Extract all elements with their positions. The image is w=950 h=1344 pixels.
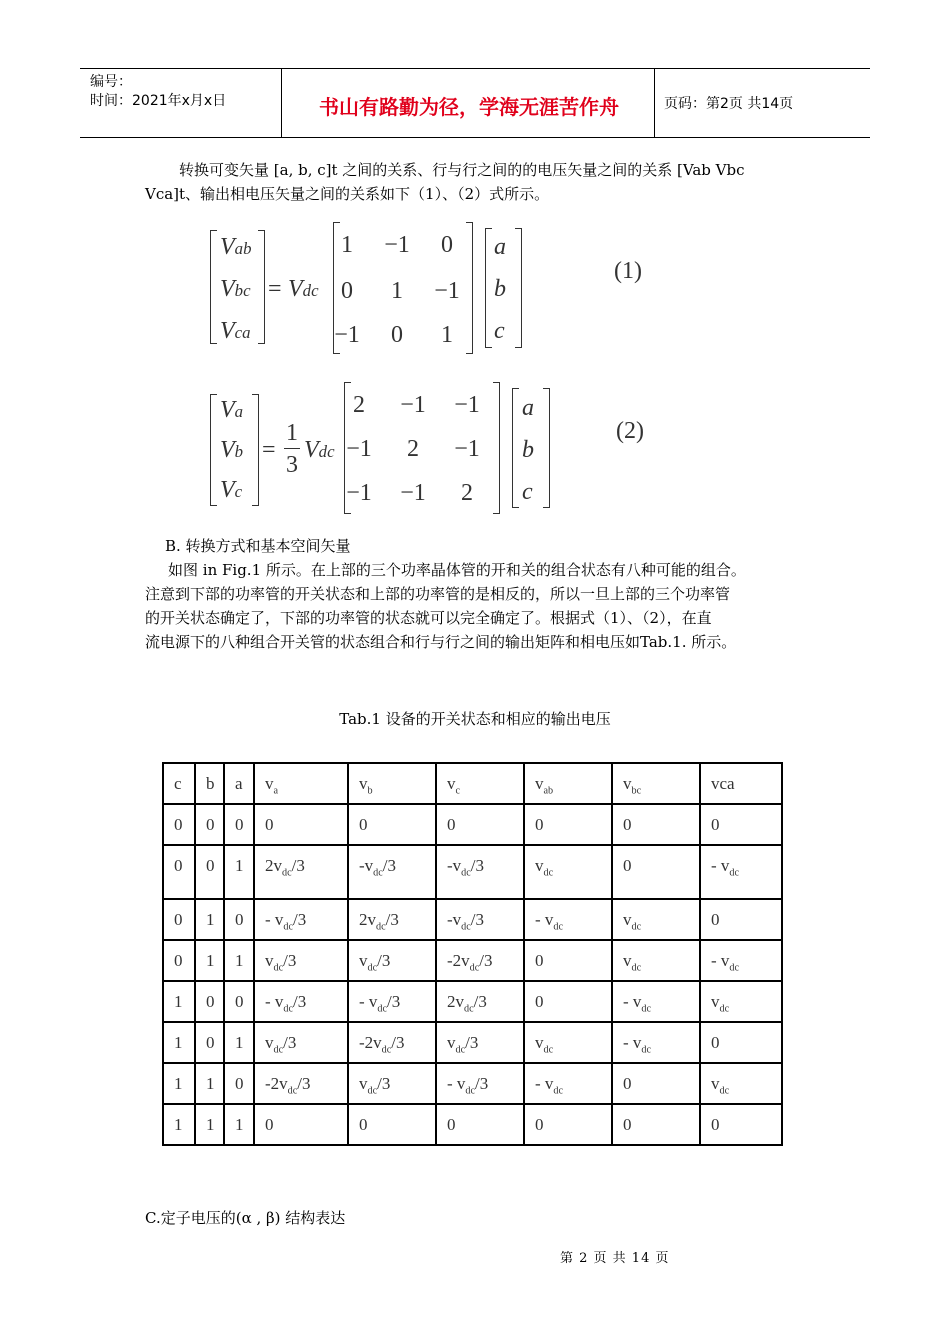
equals-sign: = xyxy=(268,276,282,302)
table-cell: 1 xyxy=(163,981,195,1022)
table-row xyxy=(163,1063,782,1104)
table-cell: $-v_{dc}/3$ xyxy=(436,845,524,899)
table-cell: $v_{dc}$ xyxy=(612,940,700,981)
table-cell: 1 xyxy=(163,1063,195,1104)
table-cell: $v_{dc}/3$ xyxy=(348,940,436,981)
vector-bracket-left xyxy=(485,228,492,348)
table-cell: $v_{dc}$ xyxy=(700,1063,782,1104)
table-cell: 1 xyxy=(195,1104,224,1145)
table-cell: 1 xyxy=(224,940,254,981)
matrix-cell: 1 xyxy=(391,278,403,304)
table-cell: 0 xyxy=(163,940,195,981)
table-row xyxy=(163,899,782,940)
vector-item: c xyxy=(494,318,505,344)
table-row xyxy=(163,981,782,1022)
matrix-cell: −1 xyxy=(346,436,372,462)
section-c-title: C.定子电压的(α , β) 结构表达 xyxy=(145,1209,346,1227)
table-cell: 0 xyxy=(348,1104,436,1145)
matrix-cell: 1 xyxy=(441,322,453,348)
matrix-cell: −1 xyxy=(454,436,480,462)
section-b-line: 的开关状态确定了，下部的功率管的状态就可以完全确定了。根据式（1）、（2），在直 xyxy=(145,609,712,627)
table-header-cell: $v_{ab}$ xyxy=(524,763,612,804)
table-cell: 0 xyxy=(700,1104,782,1145)
fraction-numerator: 1 xyxy=(286,420,298,446)
table-row xyxy=(163,940,782,981)
header-page-info: 页码：第2页 共14页 xyxy=(664,96,794,112)
table-cell: 0 xyxy=(195,1022,224,1063)
header-meta xyxy=(90,73,226,111)
vector-item: a xyxy=(494,234,506,260)
matrix-cell: 1 xyxy=(341,232,353,258)
vector-item: b xyxy=(522,437,534,463)
matrix-cell: 0 xyxy=(441,232,453,258)
switch-state-table xyxy=(162,762,783,1146)
lhs-item: Vbc xyxy=(220,276,251,302)
section-b-line: 注意到下部的功率管的开关状态和上部的功率管的是相反的，所以一旦上部的三个功率管 xyxy=(145,585,731,603)
matrix-cell: −1 xyxy=(384,232,410,258)
table-cell: 0 xyxy=(436,804,524,845)
table-cell: 0 xyxy=(524,1104,612,1145)
table-cell: 0 xyxy=(224,899,254,940)
table-cell: $v_{dc}/3$ xyxy=(436,1022,524,1063)
bracket-left xyxy=(210,394,217,506)
table-cell: 0 xyxy=(612,1104,700,1145)
matrix-cell: −1 xyxy=(454,392,480,418)
matrix-cell: −1 xyxy=(334,322,360,348)
table-cell: 0 xyxy=(254,1104,348,1145)
time-label: 时间：2021年x月x日 xyxy=(90,93,227,109)
table-cell: - $v_{dc}$ xyxy=(524,899,612,940)
table-cell: - $v_{dc}$ xyxy=(700,845,782,899)
table-cell: 1 xyxy=(224,1104,254,1145)
lhs-item: Vab xyxy=(220,234,252,260)
dc-factor: Vdc xyxy=(288,276,319,302)
intro-line-1: 转换可变矢量 [a, b, c]t 之间的关系、行与行之间的的电压矢量之间的关系 [Vab Vbc xyxy=(179,161,745,179)
dc-factor: Vdc xyxy=(304,437,335,463)
page-header xyxy=(80,68,870,138)
table-cell: 0 xyxy=(612,1063,700,1104)
table-cell: 0 xyxy=(195,845,224,899)
lhs-item: Vb xyxy=(220,437,244,463)
table-cell: $v_{dc}/3$ xyxy=(254,940,348,981)
table-cell: 0 xyxy=(612,804,700,845)
equation-number: (1) xyxy=(614,258,642,284)
table-cell: 0 xyxy=(524,940,612,981)
lhs-item: Vc xyxy=(220,477,243,503)
matrix-cell: 0 xyxy=(391,322,403,348)
table-cell: $2v_{dc}/3$ xyxy=(348,899,436,940)
page-footer: 第 2 页 共 14 页 xyxy=(560,1251,670,1266)
table-cell: 0 xyxy=(163,804,195,845)
matrix-bracket-right xyxy=(493,382,500,514)
table-header-cell: c xyxy=(163,763,195,804)
vector-bracket-right xyxy=(543,388,550,508)
matrix-cell: 2 xyxy=(353,392,365,418)
table-header-cell: $v_c$ xyxy=(436,763,524,804)
section-b-title: B. 转换方式和基本空间矢量 xyxy=(165,537,351,555)
table-cell: - $v_{dc}$ xyxy=(612,981,700,1022)
table-header-cell: a xyxy=(224,763,254,804)
table-caption: Tab.1 设备的开关状态和相应的输出电压 xyxy=(339,710,611,728)
vector-item: a xyxy=(522,395,534,421)
table-cell: - $v_{dc}/3$ xyxy=(254,981,348,1022)
table-cell: - $v_{dc}$ xyxy=(612,1022,700,1063)
table-cell: 1 xyxy=(195,899,224,940)
table-cell: 0 xyxy=(700,804,782,845)
matrix-cell: −1 xyxy=(400,392,426,418)
fraction-bar xyxy=(284,448,300,449)
table-header-row xyxy=(163,763,782,804)
vector-bracket-right xyxy=(515,228,522,348)
vector-bracket-left xyxy=(512,388,519,508)
table-cell: 0 xyxy=(254,804,348,845)
table-header-cell: $v_b$ xyxy=(348,763,436,804)
table-cell: $v_{dc}$ xyxy=(524,1022,612,1063)
table-cell: 0 xyxy=(224,804,254,845)
table-cell: 1 xyxy=(195,1063,224,1104)
section-b-line: 如图 in Fig.1 所示。在上部的三个功率晶体管的开和关的组合状态有八种可能的组合。 xyxy=(168,561,746,579)
table-cell: $-v_{dc}/3$ xyxy=(348,845,436,899)
table-cell: 0 xyxy=(612,845,700,899)
table-cell: 0 xyxy=(224,981,254,1022)
table-header-cell: $v_{bc}$ xyxy=(612,763,700,804)
table-cell: 1 xyxy=(224,845,254,899)
bracket-left xyxy=(210,230,217,344)
table-cell: 0 xyxy=(348,804,436,845)
table-cell: - $v_{dc}$ xyxy=(700,940,782,981)
fraction-denominator: 3 xyxy=(286,452,298,478)
table-row xyxy=(163,1104,782,1145)
section-b-line: 流电源下的八种组合开关管的状态组合和行与行之间的输出矩阵和相电压如Tab.1. 所示。 xyxy=(145,633,737,651)
table-cell: 1 xyxy=(163,1104,195,1145)
matrix-cell: −1 xyxy=(434,278,460,304)
table-cell: $v_{dc}$ xyxy=(700,981,782,1022)
table-header-cell: b xyxy=(195,763,224,804)
table-cell: $v_{dc}$ xyxy=(524,845,612,899)
table-cell: 0 xyxy=(524,804,612,845)
header-divider xyxy=(281,69,282,137)
header-motto: 书山有路勤为径，学海无涯苦作舟 xyxy=(319,95,619,119)
matrix-cell: 2 xyxy=(461,480,473,506)
table-cell: 0 xyxy=(195,804,224,845)
lhs-item: Vca xyxy=(220,318,251,344)
table-cell: 1 xyxy=(224,1022,254,1063)
lhs-item: Va xyxy=(220,397,244,423)
matrix-cell: −1 xyxy=(400,480,426,506)
table-cell: $v_{dc}/3$ xyxy=(254,1022,348,1063)
matrix-cell: 2 xyxy=(407,436,419,462)
table-header-cell: $v_a$ xyxy=(254,763,348,804)
table-cell: $-2v_{dc}/3$ xyxy=(348,1022,436,1063)
table-cell: - $v_{dc}/3$ xyxy=(436,1063,524,1104)
bracket-right xyxy=(258,230,265,344)
table-cell: 0 xyxy=(700,899,782,940)
table-row xyxy=(163,1022,782,1063)
table-cell: $2v_{dc}/3$ xyxy=(436,981,524,1022)
table-cell: 1 xyxy=(163,1022,195,1063)
code-label: 编号： xyxy=(90,74,132,90)
table-cell: $-v_{dc}/3$ xyxy=(436,899,524,940)
table-cell: - $v_{dc}$ xyxy=(524,1063,612,1104)
table-cell: 0 xyxy=(700,1022,782,1063)
matrix-cell: 0 xyxy=(341,278,353,304)
equation-number: (2) xyxy=(616,418,644,444)
table-cell: $v_{dc}/3$ xyxy=(348,1063,436,1104)
table-cell: 0 xyxy=(224,1063,254,1104)
table-cell: $-2v_{dc}/3$ xyxy=(254,1063,348,1104)
table-cell: 0 xyxy=(524,981,612,1022)
table-header-cell: vca xyxy=(700,763,782,804)
vector-item: c xyxy=(522,479,533,505)
matrix-cell: −1 xyxy=(346,480,372,506)
equals-sign: = xyxy=(262,437,276,463)
table-cell: 0 xyxy=(195,981,224,1022)
vector-item: b xyxy=(494,276,506,302)
table-cell: 0 xyxy=(163,899,195,940)
table-row xyxy=(163,845,782,899)
table-cell: 0 xyxy=(436,1104,524,1145)
table-cell: 1 xyxy=(195,940,224,981)
table-cell: - $v_{dc}/3$ xyxy=(348,981,436,1022)
table-row xyxy=(163,804,782,845)
table-cell: $2v_{dc}/3$ xyxy=(254,845,348,899)
table-cell: 0 xyxy=(163,845,195,899)
table-cell: $v_{dc}$ xyxy=(612,899,700,940)
table-cell: $-2v_{dc}/3$ xyxy=(436,940,524,981)
table-cell: - $v_{dc}/3$ xyxy=(254,899,348,940)
bracket-right xyxy=(252,394,259,506)
intro-line-2: Vca]t、输出相电压矢量之间的关系如下（1）、（2）式所示。 xyxy=(145,185,550,203)
